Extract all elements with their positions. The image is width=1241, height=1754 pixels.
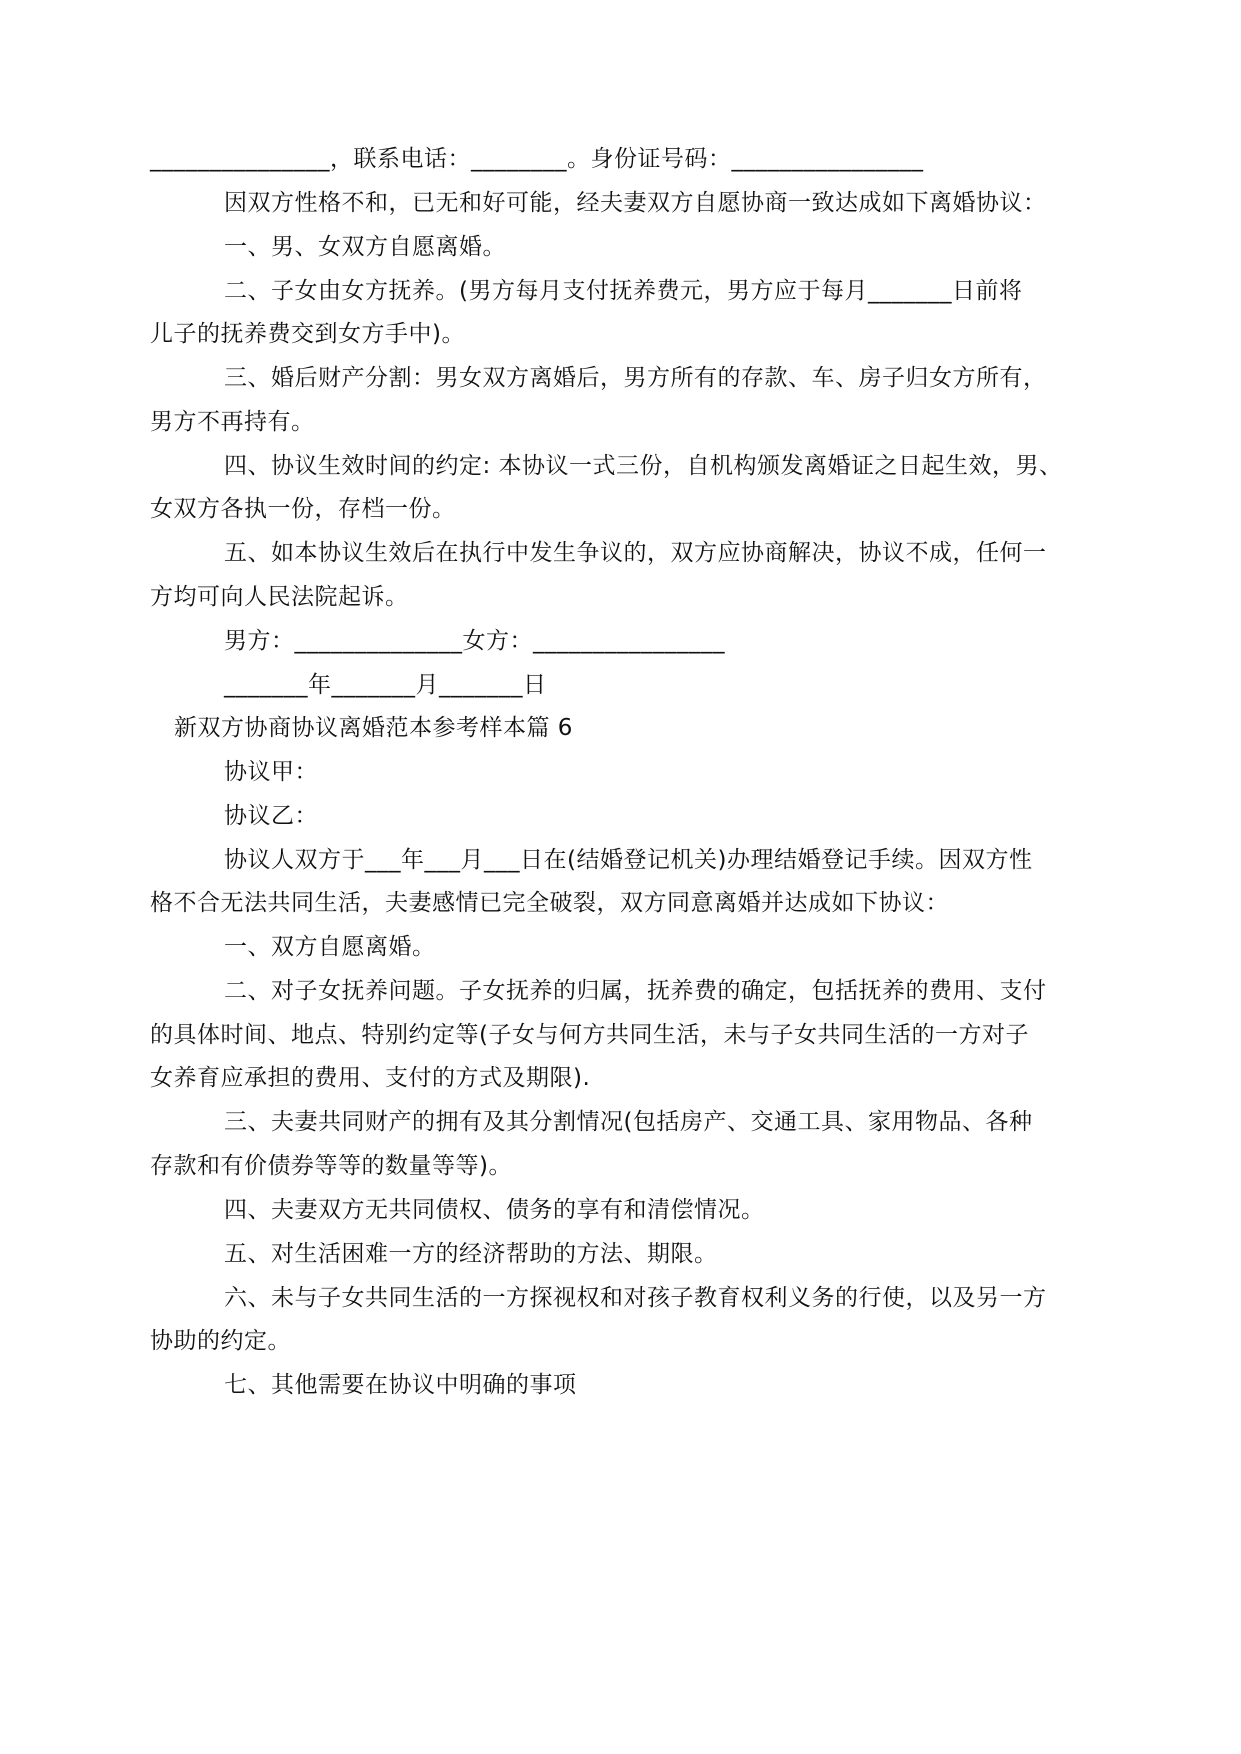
clause-2-cont: 儿子的抚养费交到女方手中)。 [150,321,465,347]
item-3: 三、夫妻共同财产的拥有及其分割情况(包括房产、交通工具、家用物品、各种 [224,1109,1033,1135]
item-6: 六、未与子女共同生活的一方探视权和对孩子教育权利义务的行使，以及另一方 [224,1285,1047,1311]
clause-5: 五、如本协议生效后在执行中发生争议的，双方应协商解决，协议不成，任何一 [224,540,1047,566]
item-7: 七、其他需要在协议中明确的事项 [224,1372,577,1398]
item-2: 二、对子女抚养问题。子女抚养的归属，抚养费的确定，包括抚养的费用、支付 [224,978,1047,1004]
agreement-preamble: 协议人双方于___年___月___日在(结婚登记机关)办理结婚登记手续。因双方性 [224,847,1033,873]
party-b-line: 协议乙： [224,803,318,829]
item-3-cont: 存款和有价债券等等的数量等等)。 [150,1153,512,1179]
clause-3-cont: 男方不再持有。 [150,409,315,435]
item-1: 一、双方自愿离婚。 [224,934,436,960]
item-4: 四、夫妻双方无共同债权、债务的享有和清偿情况。 [224,1197,765,1223]
section-heading: 新双方协商协议离婚范本参考样本篇 6 [174,715,573,741]
item-2-cont-a: 的具体时间、地点、特别约定等(子女与何方共同生活，未与子女共同生活的一方对子 [150,1022,1029,1048]
clause-2: 二、子女由女方抚养。(男方每月支付抚养费元，男方应于每月_______日前将 [224,278,1023,304]
item-5: 五、对生活困难一方的经济帮助的方法、期限。 [224,1241,718,1267]
agreement-intro: 因双方性格不和，已无和好可能，经夫妻双方自愿协商一致达成如下离婚协议： [224,190,1047,216]
clause-4: 四、协议生效时间的约定: 本协议一式三份，自机构颁发离婚证之日起生效，男、 [224,453,1063,479]
clause-3: 三、婚后财产分割：男女双方离婚后，男方所有的存款、车、房子归女方所有， [224,365,1047,391]
date-line: _______年_______月_______日 [224,672,547,698]
item-6-cont: 协助的约定。 [150,1328,291,1354]
item-2-cont-b: 女养育应承担的费用、支付的方式及期限). [150,1065,591,1091]
agreement-preamble-cont: 格不合无法共同生活，夫妻感情已完全破裂，双方同意离婚并达成如下协议： [150,890,949,916]
contact-info-line: _______________，联系电话：________。身份证号码：________________ [150,146,924,172]
signature-line: 男方：______________女方：________________ [224,628,725,654]
party-a-line: 协议甲： [224,759,318,785]
clause-5-cont: 方均可向人民法院起诉。 [150,584,409,610]
clause-4-cont: 女双方各执一份，存档一份。 [150,496,456,522]
clause-1: 一、男、女双方自愿离婚。 [224,234,506,260]
